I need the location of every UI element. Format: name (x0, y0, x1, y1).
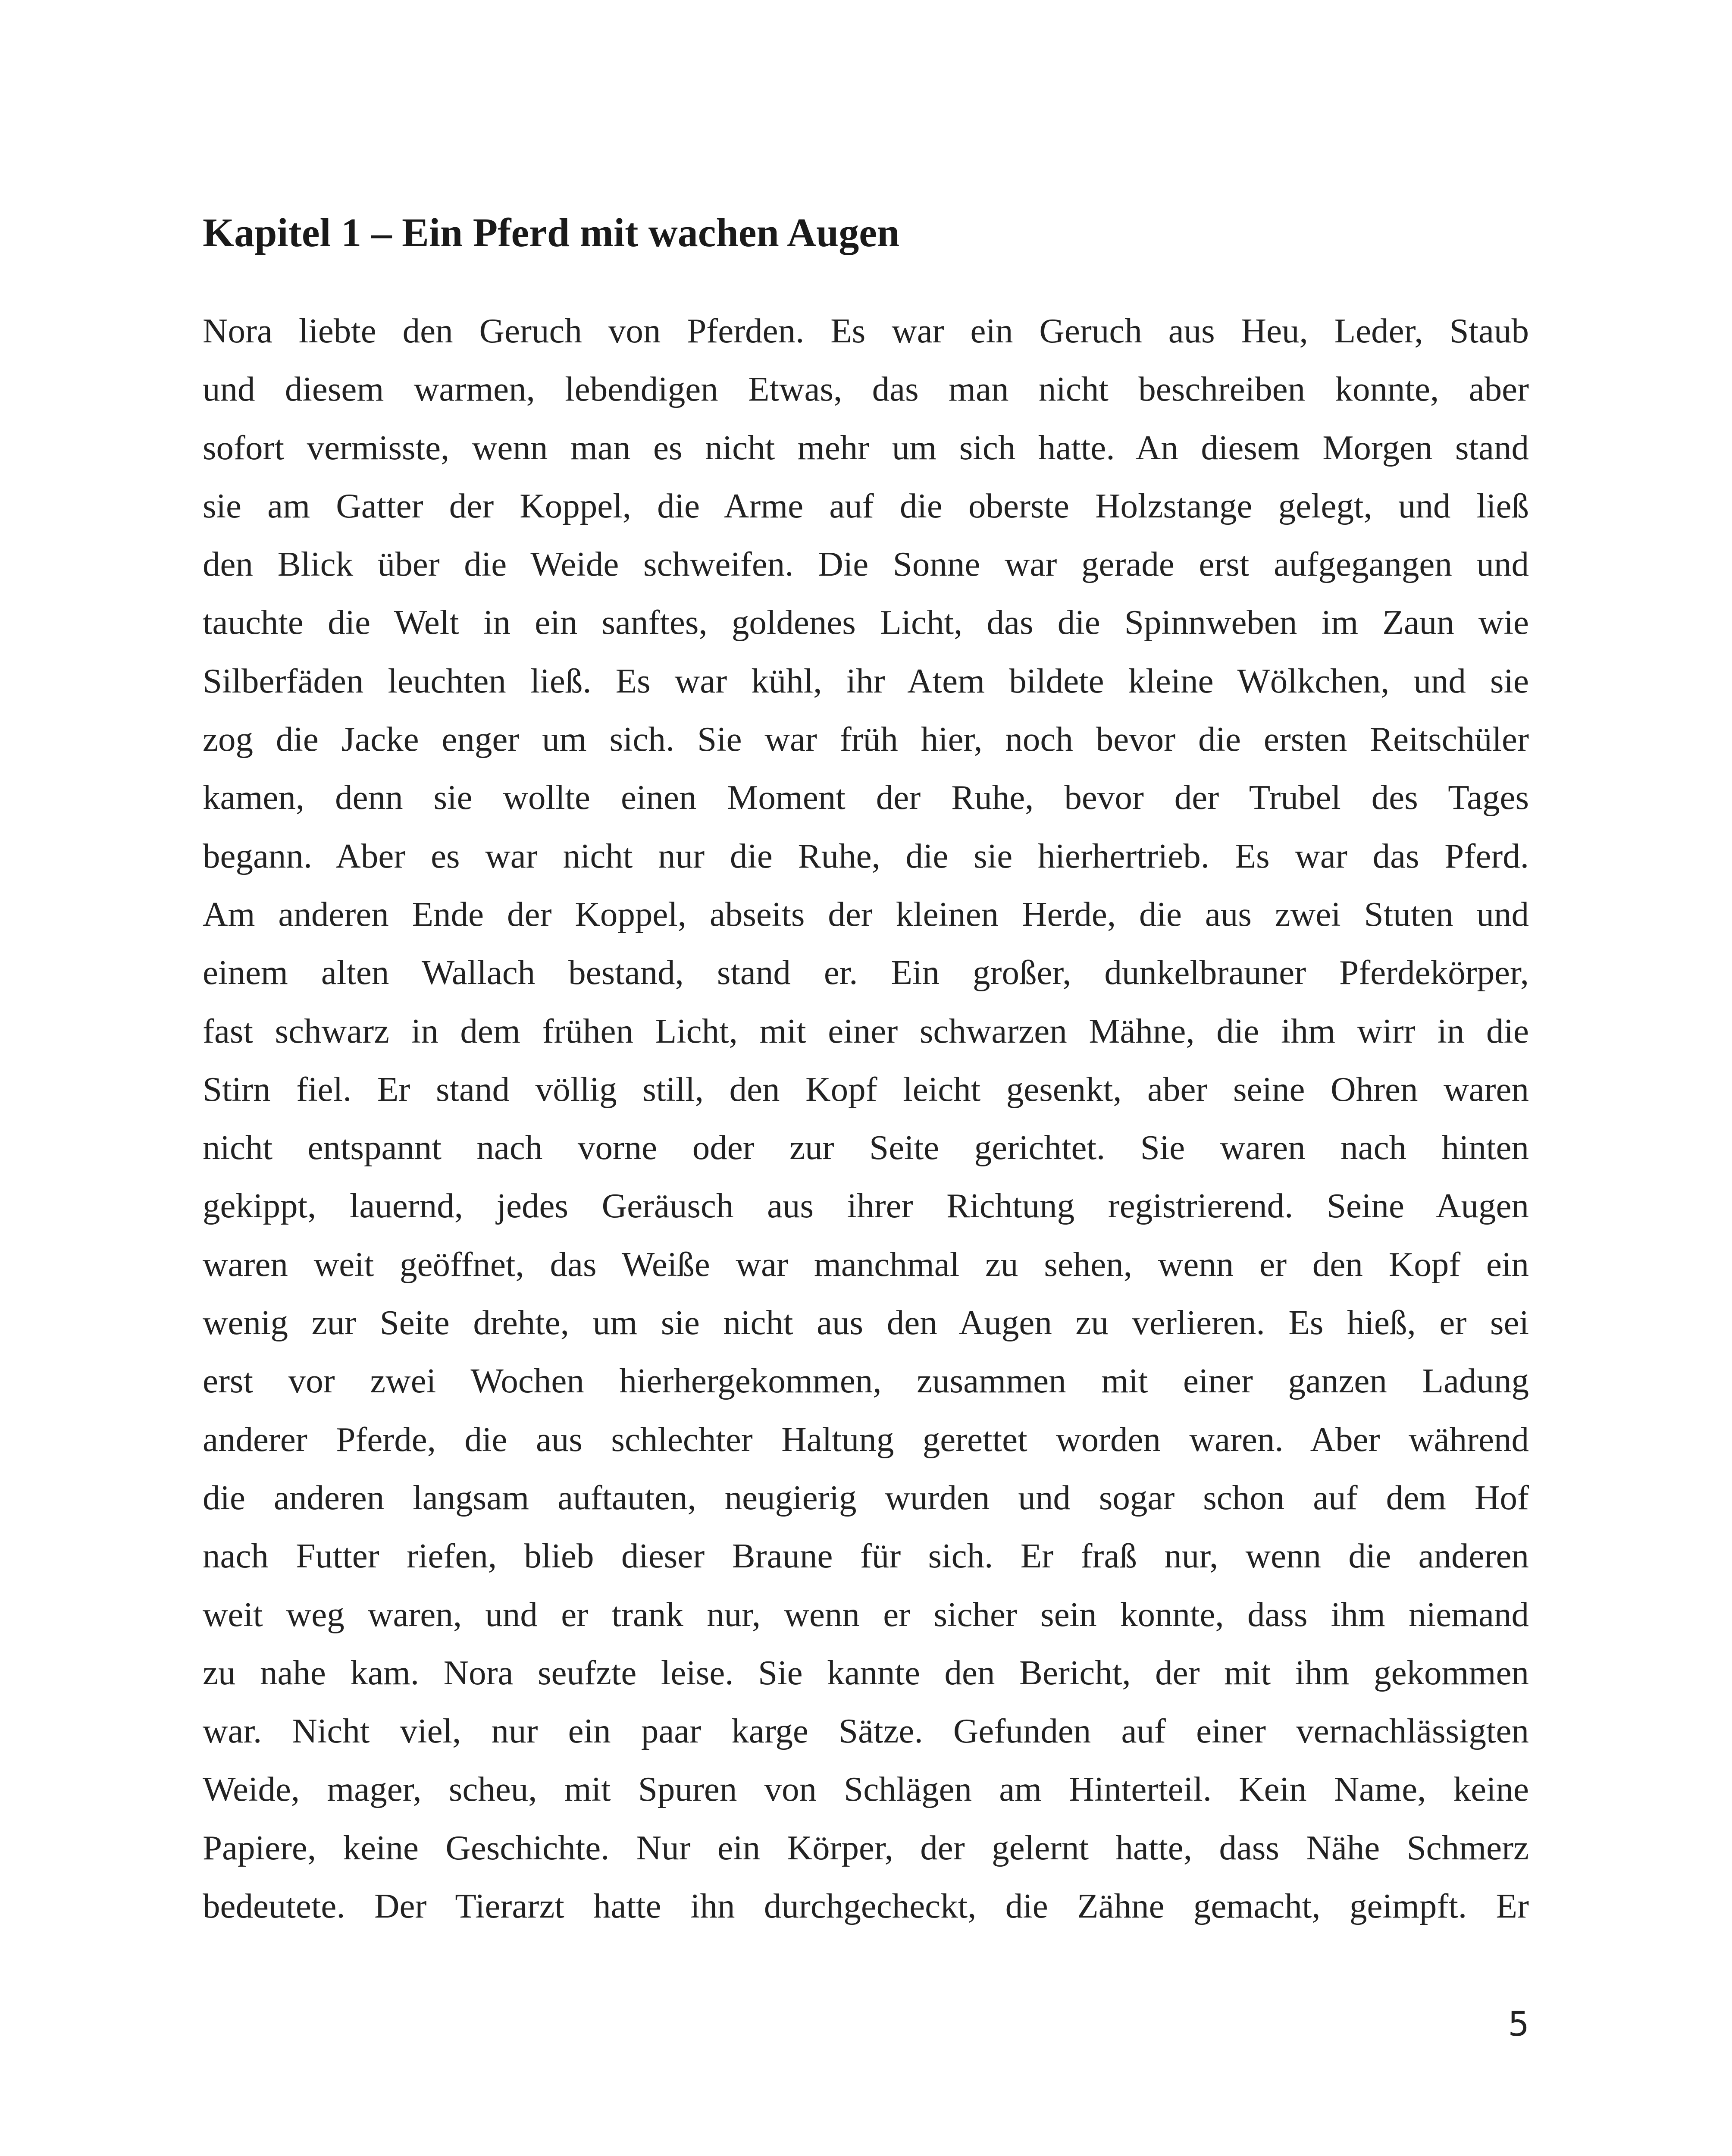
text-line: nicht entspannt nach vorne oder zur Seite gerichtet. Sie waren nach hinten (203, 1128, 1529, 1167)
text-line: Silberfäden leuchten ließ. Es war kühl, ihr Atem bildete kleine Wölkchen, und sie (203, 661, 1529, 700)
text-line: war. Nicht viel, nur ein paar karge Sätze. Gefunden auf einer vernachlässigten (203, 1711, 1529, 1751)
text-line: einem alten Wallach bestand, stand er. Ein großer, dunkelbrauner Pferdekörper, (203, 953, 1529, 992)
text-line: waren weit geöffnet, das Weiße war manchmal zu sehen, wenn er den Kopf ein (203, 1244, 1529, 1284)
text-line: kamen, denn sie wollte einen Moment der Ruhe, bevor der Trubel des Tages (203, 778, 1529, 817)
text-line: weit weg waren, und er trank nur, wenn er sicher sein konnte, dass ihm niemand (203, 1595, 1529, 1634)
chapter-title: Kapitel 1 – Ein Pferd mit wachen Augen (203, 210, 900, 255)
text-line: tauchte die Welt in ein sanftes, goldenes Licht, das die Spinnweben im Zaun wie (203, 603, 1529, 642)
page-number: 5 (1508, 2005, 1529, 2044)
text-line: nach Futter riefen, blieb dieser Braune für sich. Er fraß nur, wenn die anderen (203, 1536, 1529, 1576)
text-line: begann. Aber es war nicht nur die Ruhe, die sie hierhertrieb. Es war das Pferd. (203, 836, 1529, 875)
text-line: zu nahe kam. Nora seufzte leise. Sie kannte den Bericht, der mit ihm gekommen (203, 1653, 1529, 1692)
text-line: bedeutete. Der Tierarzt hatte ihn durchgecheckt, die Zähne gemacht, geimpft. Er (203, 1887, 1529, 1926)
text-line: die anderen langsam auftauten, neugierig wurden und sogar schon auf dem Hof (203, 1478, 1529, 1517)
body-paragraph (203, 302, 1529, 1935)
text-line: Papiere, keine Geschichte. Nur ein Körper, der gelernt hatte, dass Nähe Schmerz (203, 1828, 1529, 1867)
text-line: erst vor zwei Wochen hierhergekommen, zusammen mit einer ganzen Ladung (203, 1361, 1529, 1401)
text-line: Stirn fiel. Er stand völlig still, den Kopf leicht gesenkt, aber seine Ohren waren (203, 1069, 1529, 1109)
text-line: den Blick über die Weide schweifen. Die Sonne war gerade erst aufgegangen und (203, 545, 1529, 584)
text-line: wenig zur Seite drehte, um sie nicht aus den Augen zu verlieren. Es hieß, er sei (203, 1303, 1529, 1342)
text-line: Nora liebte den Geruch von Pferden. Es war ein Geruch aus Heu, Leder, Staub (203, 311, 1529, 350)
text-line: sie am Gatter der Koppel, die Arme auf die oberste Holzstange gelegt, und ließ (203, 486, 1529, 525)
text-line: Am anderen Ende der Koppel, abseits der kleinen Herde, die aus zwei Stuten und (203, 894, 1529, 934)
text-line: sofort vermisste, wenn man es nicht mehr um sich hatte. An diesem Morgen stand (203, 428, 1529, 467)
text-line: zog die Jacke enger um sich. Sie war früh hier, noch bevor die ersten Reitschüler (203, 720, 1529, 759)
text-line: fast schwarz in dem frühen Licht, mit einer schwarzen Mähne, die ihm wirr in die (203, 1011, 1529, 1050)
text-line: Weide, mager, scheu, mit Spuren von Schlägen am Hinterteil. Kein Name, keine (203, 1770, 1529, 1809)
text-line: anderer Pferde, die aus schlechter Haltung gerettet worden waren. Aber während (203, 1420, 1529, 1459)
text-line: gekippt, lauernd, jedes Geräusch aus ihrer Richtung registrierend. Seine Augen (203, 1186, 1529, 1225)
text-line: und diesem warmen, lebendigen Etwas, das man nicht beschreiben konnte, aber (203, 370, 1529, 409)
